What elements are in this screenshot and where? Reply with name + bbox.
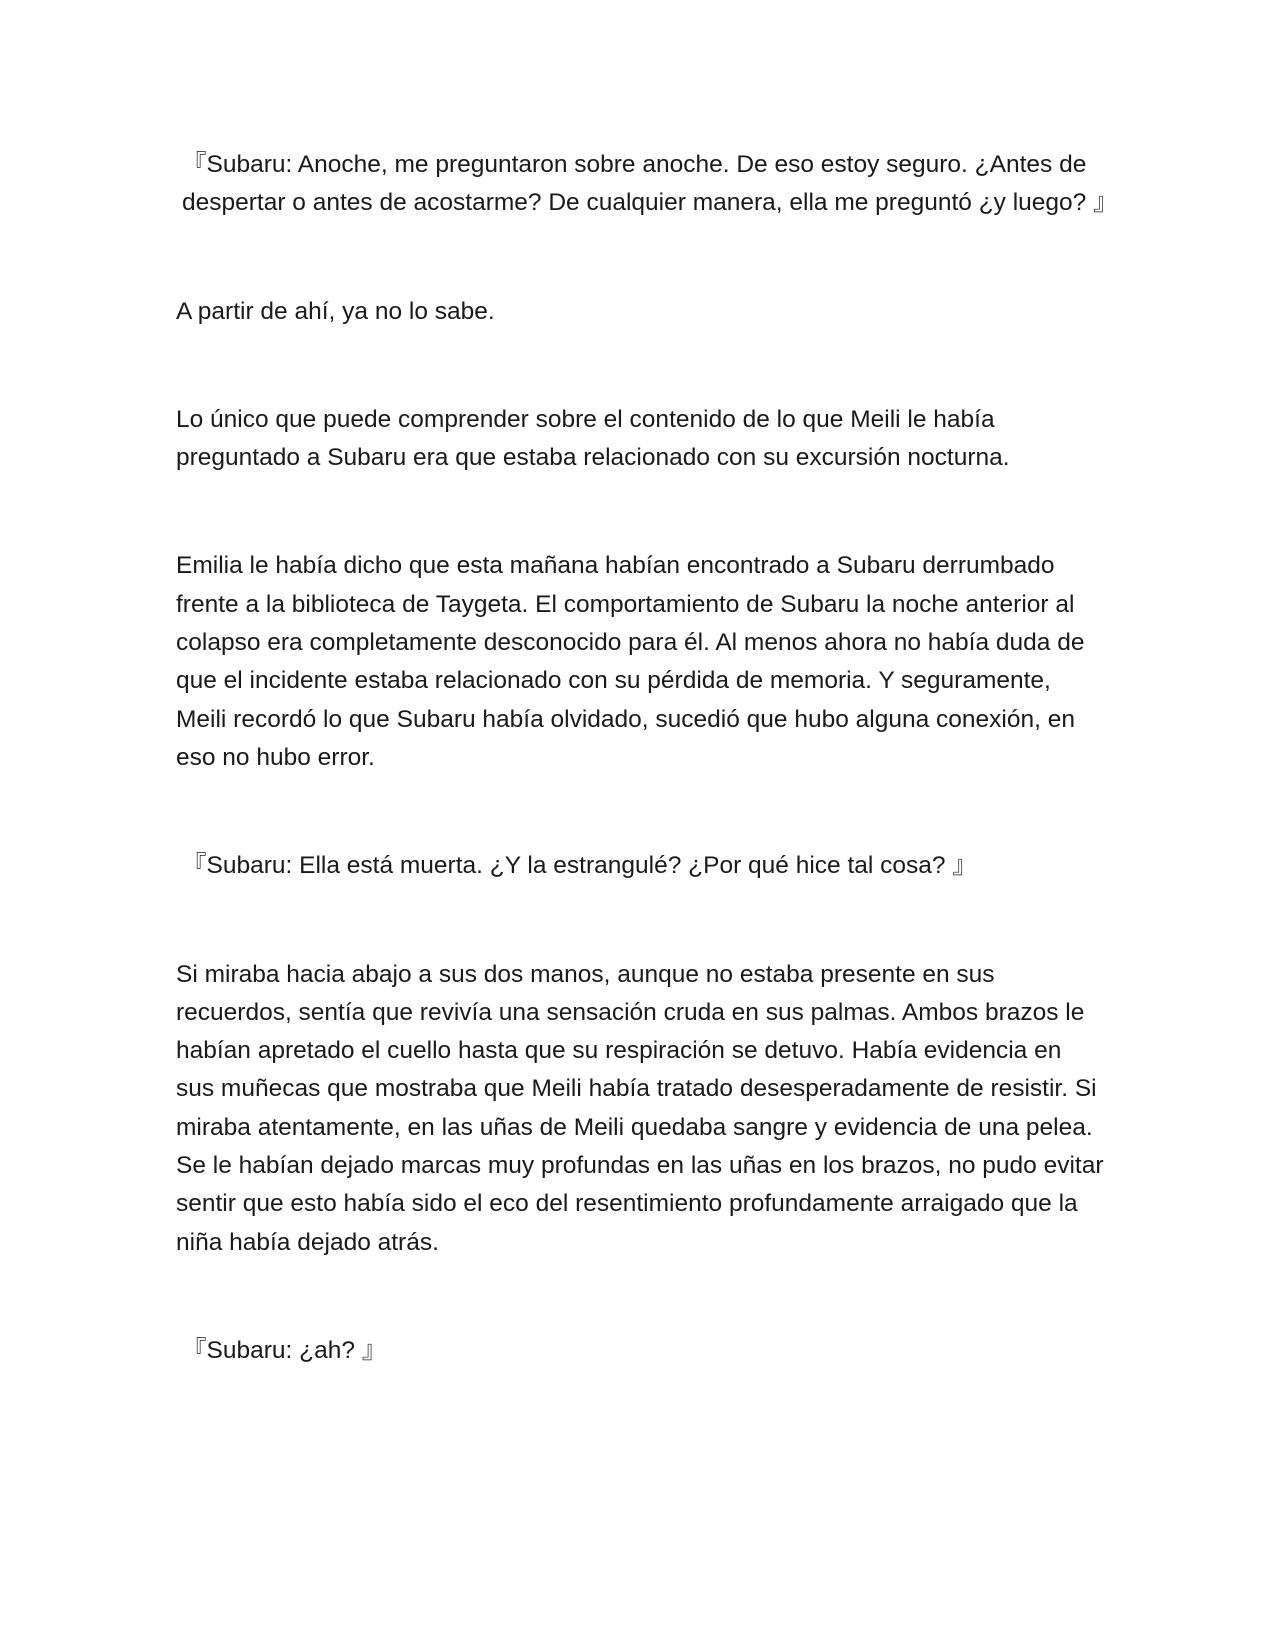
narration-paragraph: Si miraba hacia abajo a sus dos manos, aunque no estaba presente en sus recuerdos, sentía que revivía una sensación cruda en sus palmas. Ambos brazos le habían apretado el cuello hasta que su respiración se detuvo. Había evidencia en sus muñecas que mostraba que Meili había tratado desesperadamente de resistir. Si miraba atentamente, en las uñas de Meili quedaba sangre y evidencia de una pelea. Se le habían dejado marcas muy profundas en las uñas en los brazos, no pudo evitar sentir que esto había sido el eco del resentimiento profundamente arraigado que la niña había dejado atrás.: [176, 960, 1104, 1256]
dialogue-paragraph: 『Subaru: Anoche, me preguntaron sobre anoche. De eso estoy seguro. ¿Antes de despertar o antes de acostarme? De cualquier manera, ella me preguntó ¿y luego? 』: [182, 151, 1118, 217]
dialogue-paragraph: 『Subaru: ¿ah? 』: [182, 1336, 387, 1364]
narration-paragraph: A partir de ahí, ya no lo sabe.: [176, 297, 495, 325]
narration-paragraph: Lo único que puede comprender sobre el contenido de lo que Meili le había preguntado a Subaru era que estaba relacionado con su excursión nocturna.: [176, 405, 1010, 472]
dialogue-paragraph: 『Subaru: Ella está muerta. ¿Y la estrangulé? ¿Por qué hice tal cosa? 』: [182, 852, 977, 880]
document-body: [176, 146, 1118, 1370]
narration-paragraph: Emilia le había dicho que esta mañana habían encontrado a Subaru derrumbado frente a la biblioteca de Taygeta. El comportamiento de Subaru la noche anterior al colapso era completamente desconocido para él. Al menos ahora no había duda de que el incidente estaba relacionado con su pérdida de memoria. Y seguramente, Meili recordó lo que Subaru había olvidado, sucedió que hubo alguna conexión, en eso no hubo error.: [176, 552, 1085, 771]
